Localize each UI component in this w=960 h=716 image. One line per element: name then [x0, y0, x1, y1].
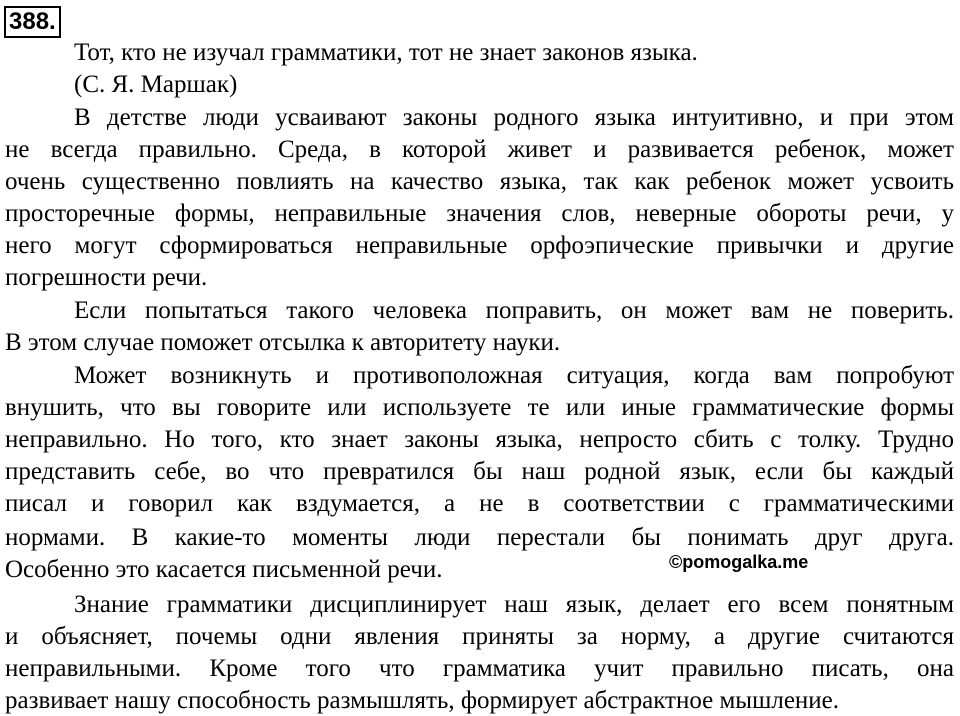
exercise-number: 388.	[4, 6, 61, 38]
text-line: Особенно это касается письменной речи.	[5, 556, 443, 583]
text-line: Если попытаться такого человека поправить, он может вам не поверить.	[74, 297, 954, 324]
text-line: неправильными. Кроме того что грамматика учит правильно писать, она	[5, 655, 954, 682]
text-line: Знание грамматики дисциплинирует наш язык, делает его всем понятным	[74, 591, 954, 618]
text-line: не всегда правильно. Среда, в которой живет и развивается ребенок, может	[5, 136, 954, 163]
text-line: очень существенно повлиять на качество языка, так как ребенок может усвоить	[5, 168, 954, 195]
text-line: представить себе, во что превратился бы наш родной язык, если бы каждый	[5, 458, 954, 485]
text-line: просторечные формы, неправильные значения слов, неверные обороты речи, у	[5, 200, 954, 227]
text-line: Может возникнуть и противоположная ситуация, когда вам попробуют	[74, 362, 954, 389]
text-line: него могут сформироваться неправильные орфоэпические привычки и другие	[5, 232, 954, 259]
text-line: нормами. В какие-то моменты люди перестали бы понимать друг друга.	[5, 524, 954, 551]
text-line: В детстве люди усваивают законы родного языка интуитивно, и при этом	[74, 104, 954, 131]
text-line: неправильно. Но того, кто знает законы языка, непросто сбить с толку. Трудно	[5, 426, 954, 453]
text-line: развивает нашу способность размышлять, формирует абстрактное мышление.	[5, 687, 840, 714]
text-line: и объясняет, почемы одни явления приняты за норму, а другие считаются	[5, 623, 954, 650]
text-line: В этом случае поможет отсылка к авторитету науки.	[5, 329, 561, 356]
text-line: погрешности речи.	[5, 264, 208, 291]
watermark: ©pomogalka.me	[669, 552, 809, 572]
epigraph-author: (С. Я. Маршак)	[74, 71, 238, 98]
text-line: внушить, что вы говорите или используете те или иные грамматические формы	[5, 394, 954, 421]
epigraph-line: Тот, кто не изучал грамматики, тот не знает законов языка.	[74, 39, 698, 66]
text-line: писал и говорил как вздумается, а не в соответствии с грамматическими	[5, 490, 954, 517]
